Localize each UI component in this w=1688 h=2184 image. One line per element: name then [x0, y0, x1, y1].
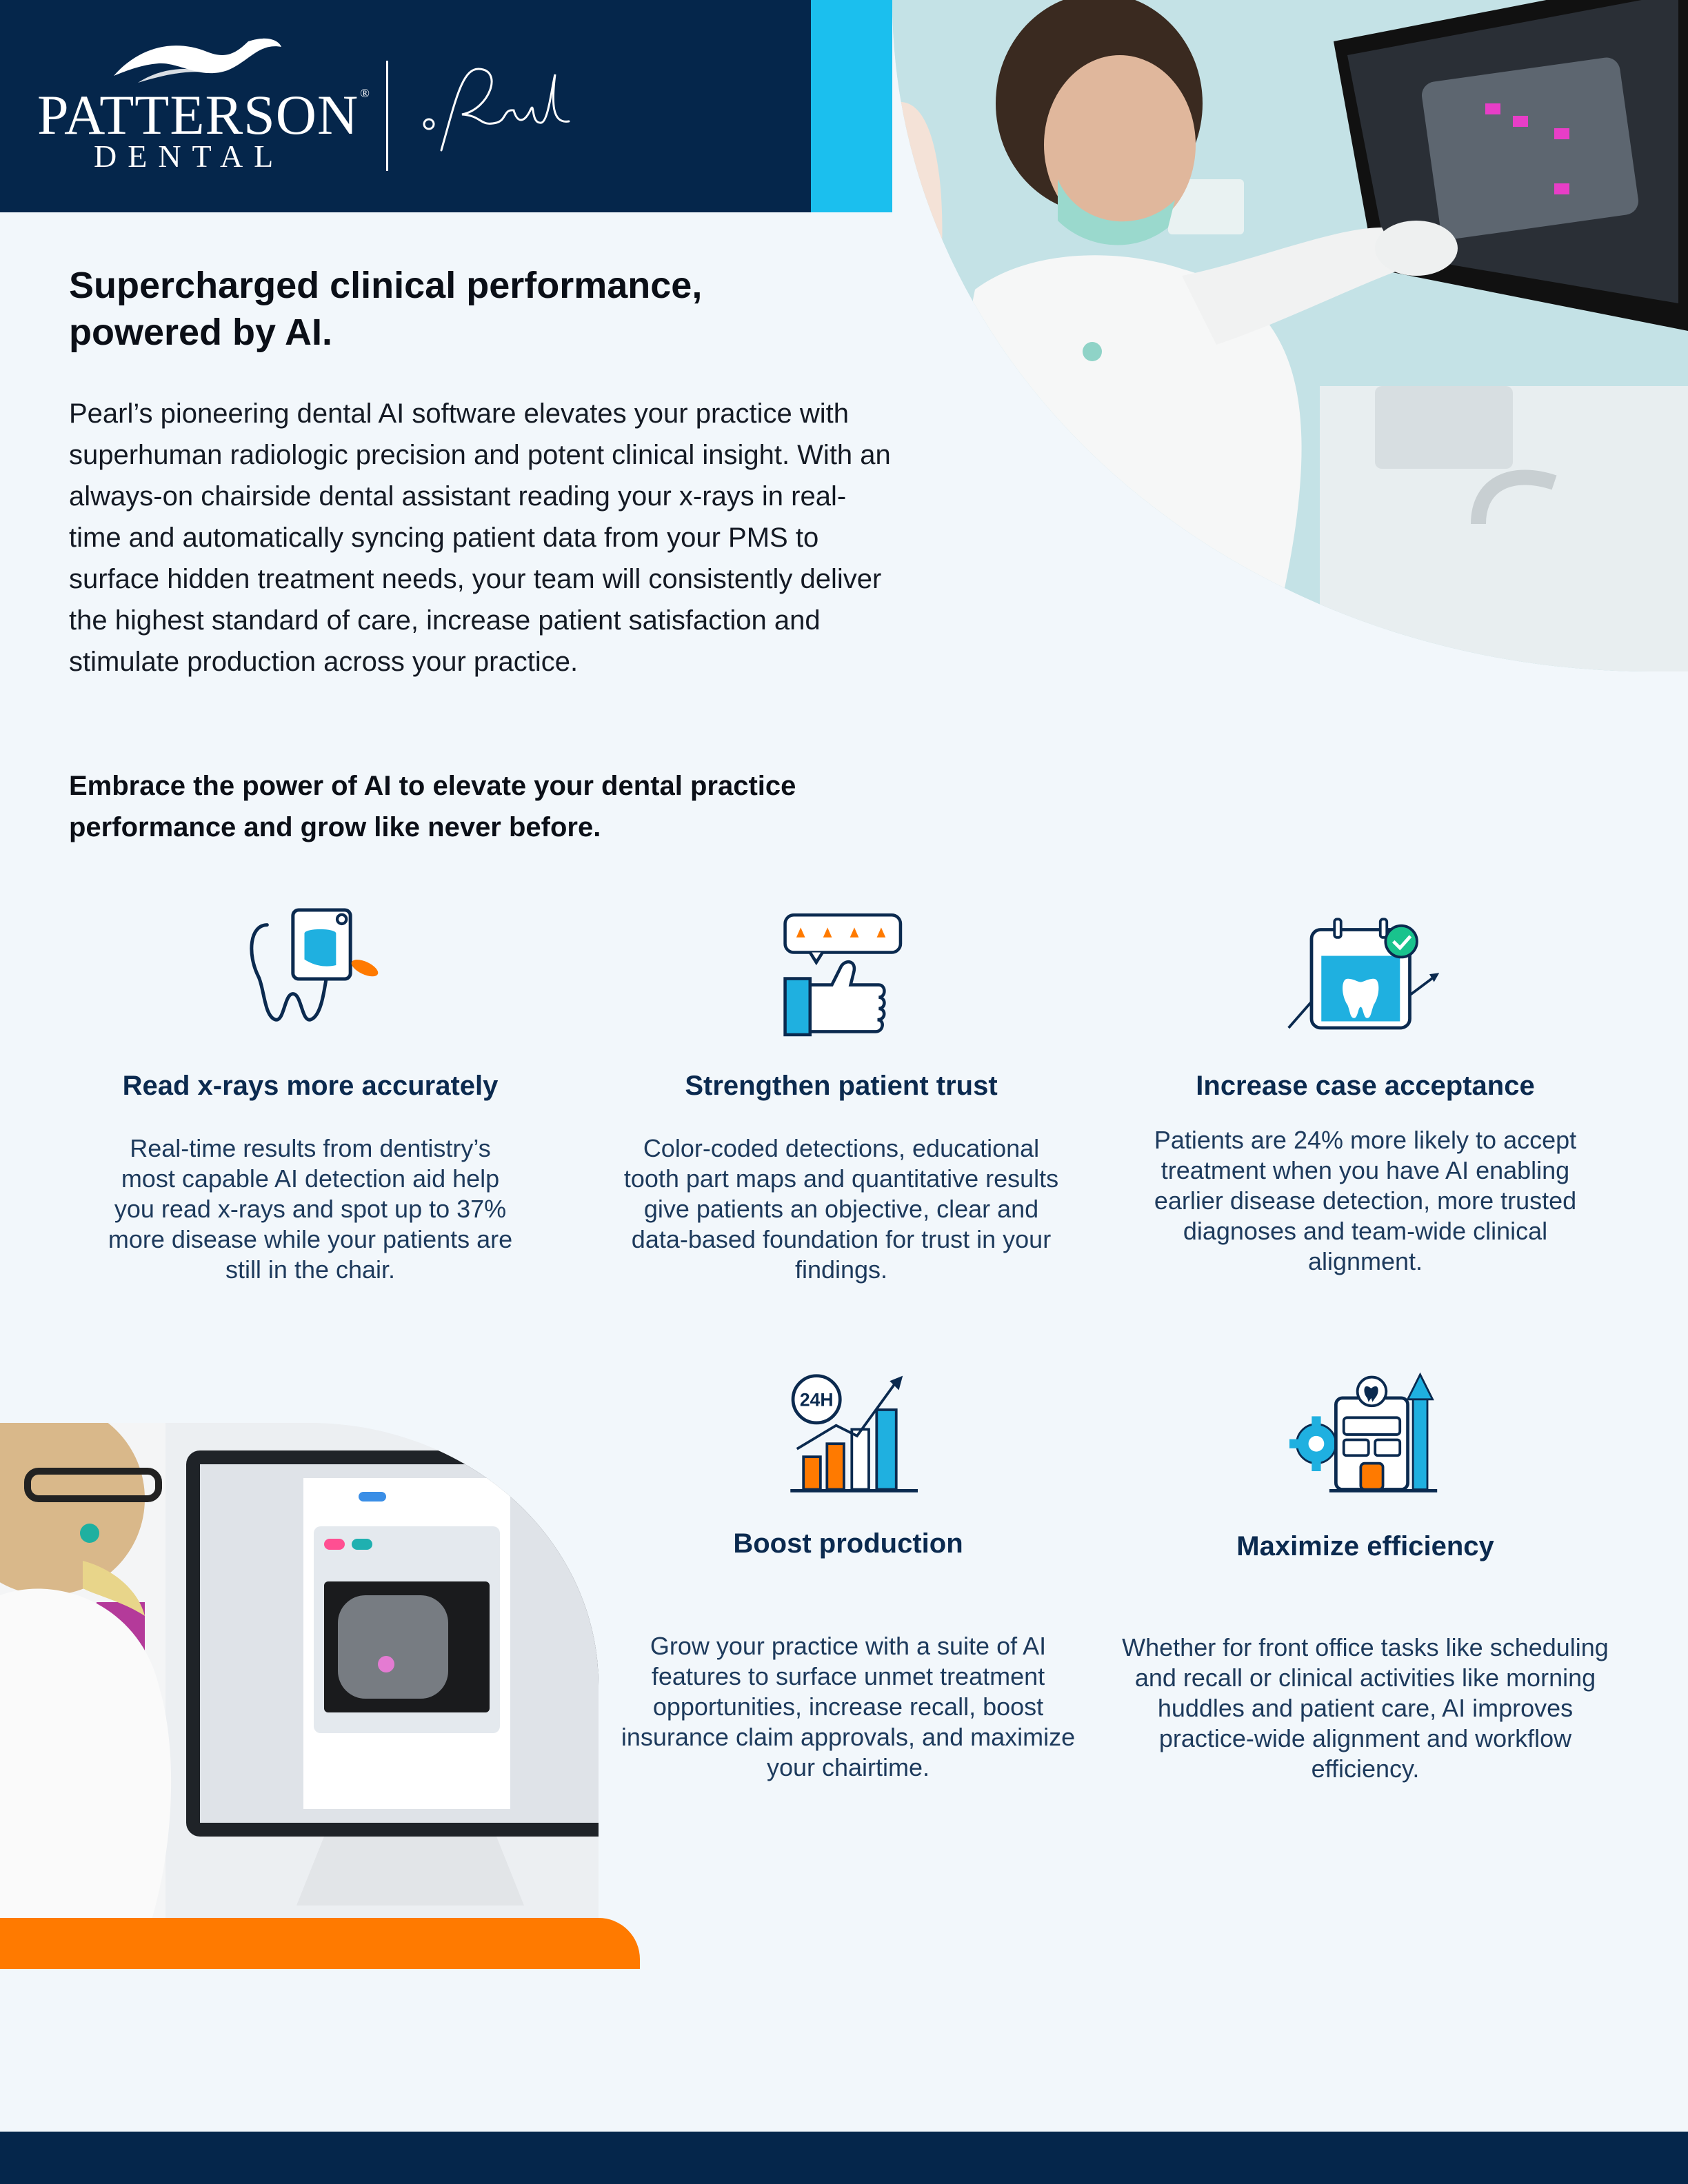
pearl-logo-icon	[414, 61, 572, 171]
feature-title: Read x-rays more accurately	[122, 1071, 499, 1101]
footer-bar	[0, 2132, 1688, 2184]
feature-text: Patients are 24% more likely to accept treatment when you have AI enabling earlier disease detection, more trusted diagnoses and team-wide clinical alignment.	[1154, 1126, 1577, 1275]
feature-title: Increase case acceptance	[1196, 1071, 1535, 1101]
logo-divider	[386, 61, 388, 171]
feature-text: Color-coded detections, educational tooth part maps and quantitative results give patients an objective, clear and data-based foundation for trust in your findings.	[623, 1134, 1059, 1284]
feature-text: Grow your practice with a suite of AI features to surface unmet treatment opportunities, increase recall, boost insurance claim approvals, and maximize your chairtime.	[621, 1632, 1076, 1781]
hero-photo-dentist	[892, 0, 1688, 671]
brand-sub: DENTAL	[94, 139, 285, 174]
photo-woman-at-computer	[0, 1423, 599, 1919]
growth-chart-badge: 24H	[799, 1389, 834, 1410]
office-gear-icon	[1289, 1372, 1441, 1496]
header-banner	[0, 0, 811, 212]
header-accent-bar	[811, 0, 892, 212]
feature-read-xrays	[97, 896, 524, 1296]
feature-boost-production	[621, 1372, 1076, 1799]
feature-title: Boost production	[733, 1528, 963, 1559]
feature-patient-trust	[621, 896, 1062, 1296]
tooth-xray-icon	[244, 896, 382, 1034]
feature-title: Maximize efficiency	[1236, 1531, 1494, 1561]
page-title: Supercharged clinical performance, powered by AI.	[69, 265, 703, 353]
feature-text: Real-time results from dentistry’s most capable AI detection aid help you read x-rays and spot up to 37% more disease while your patients are still in the chair.	[108, 1134, 513, 1284]
feature-maximize-efficiency	[1117, 1372, 1614, 1799]
dentist-illustration	[892, 0, 1688, 671]
intro-paragraph: Pearl’s pioneering dental AI software elevates your practice with superhuman radiologic precision and potent clinical insight. With an always-on chairside dental assistant reading your x-rays in real-time and automatically syncing patient data from your PMS to surface hidden treatment needs, your team will consistently deliver the highest standard of care, increase patient satisfaction and stimulate production across your practice.	[69, 398, 891, 677]
orange-accent-bar	[0, 1918, 640, 1969]
growth-chart-icon	[783, 1372, 928, 1496]
brand-name: PATTERSON ®	[37, 83, 370, 146]
feature-text: Whether for front office tasks like scheduling and recall or clinical activities like morning huddles and patient care, AI improves practice-wide alignment and workflow efficiency.	[1122, 1633, 1609, 1783]
feature-case-acceptance	[1145, 896, 1586, 1296]
thumbs-up-rating-icon	[772, 910, 910, 1041]
calendar-tooth-icon	[1281, 910, 1447, 1041]
feature-title: Strengthen patient trust	[685, 1071, 998, 1101]
patterson-wave-icon	[110, 34, 283, 83]
woman-computer-illustration	[0, 1423, 599, 1919]
embrace-statement: Embrace the power of AI to elevate your dental practice performance and grow like never before.	[69, 771, 796, 842]
